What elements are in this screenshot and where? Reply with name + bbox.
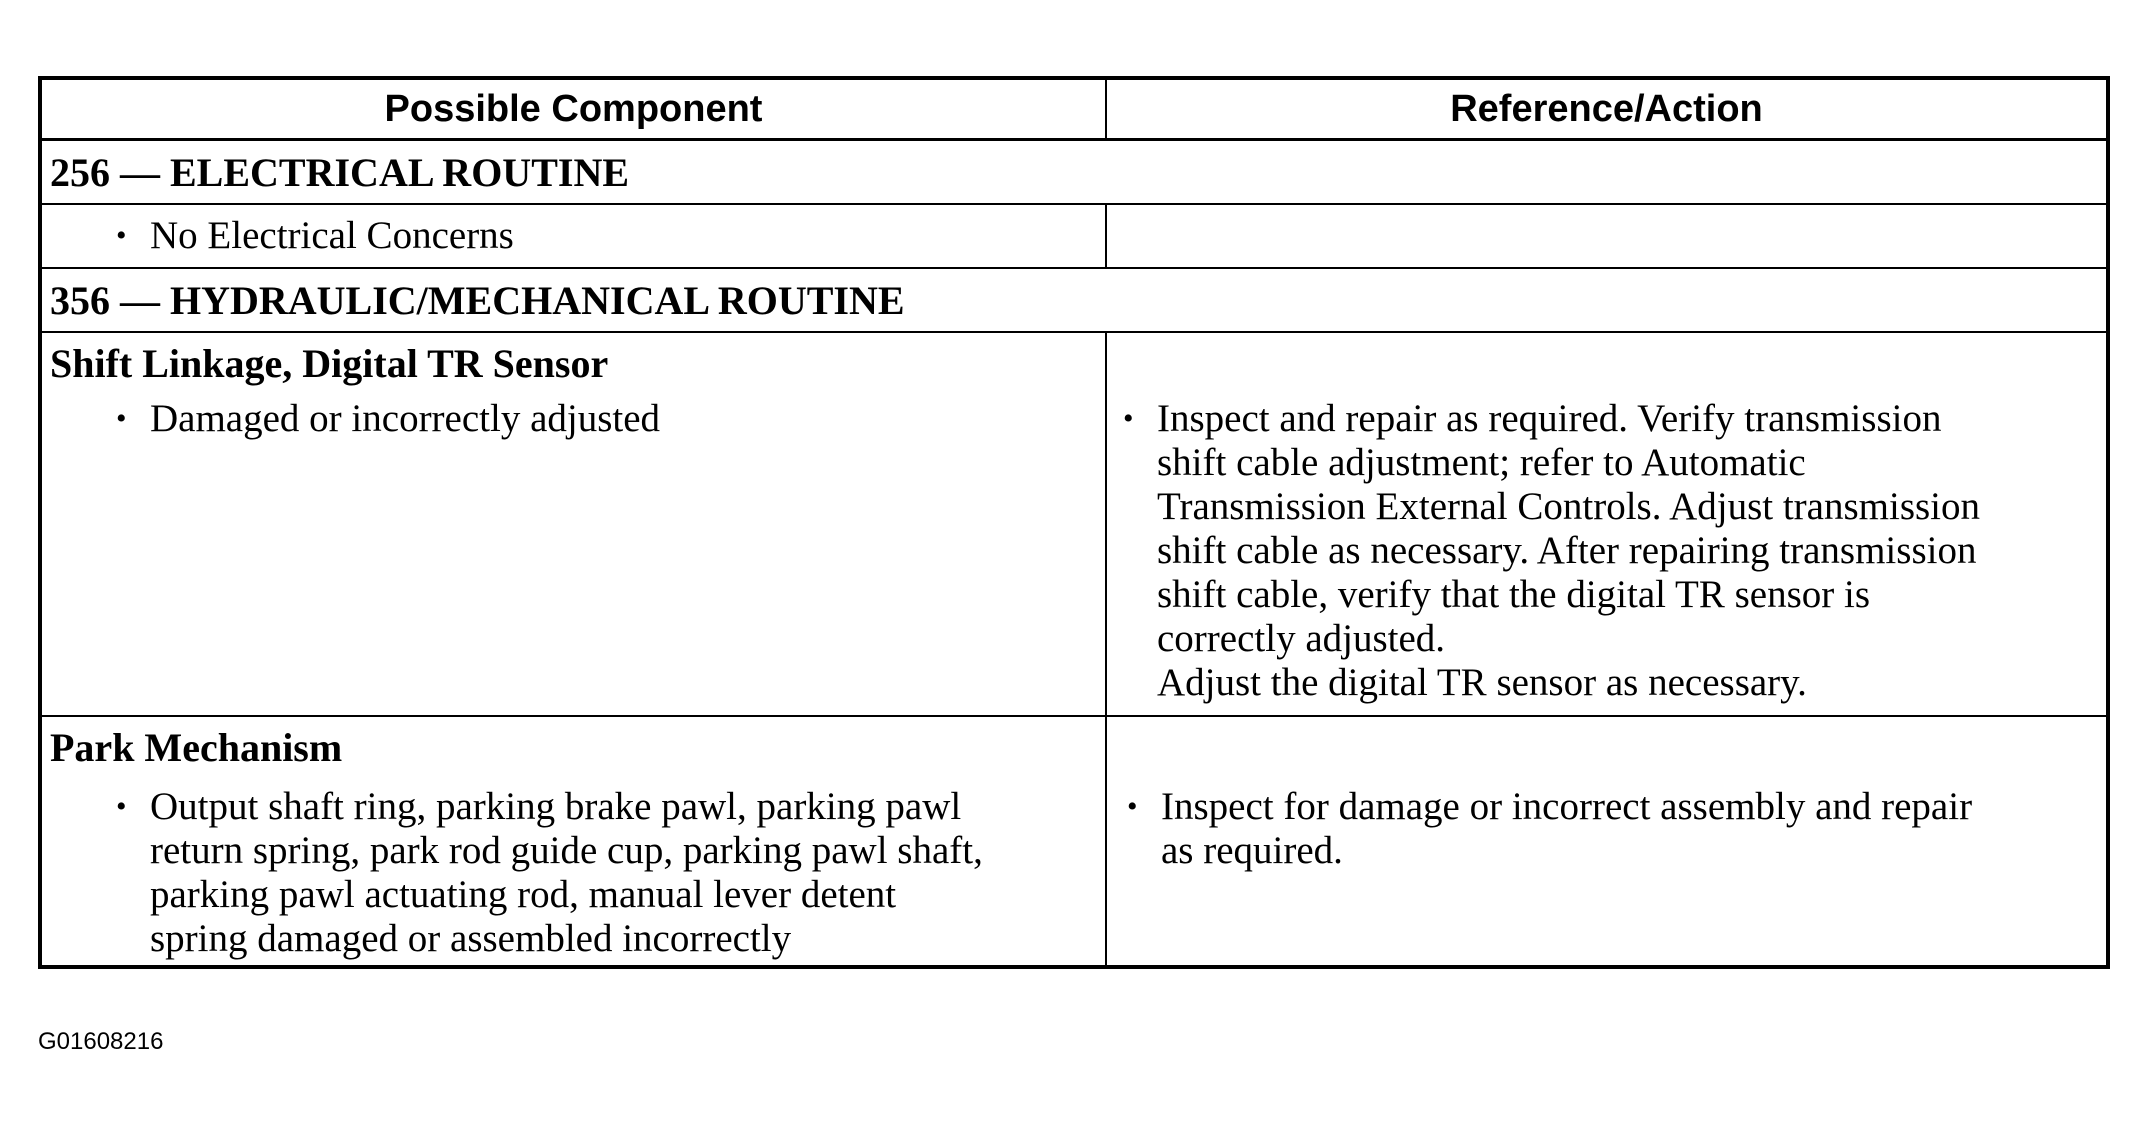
action-line: Transmission External Controls. Adjust transmission — [1157, 485, 1981, 528]
item-line: spring damaged or assembled incorrectly — [150, 917, 792, 960]
header-reference-action: Reference/Action — [1106, 78, 2108, 140]
section-title-hydraulic: 356 — HYDRAULIC/MECHANICAL ROUTINE — [40, 268, 2108, 332]
bullet-icon: • — [1127, 790, 1138, 823]
header-possible-component: Possible Component — [40, 78, 1106, 140]
component-cell-shift-linkage — [40, 332, 1106, 716]
table-row-shift-linkage — [40, 332, 2108, 716]
action-text — [1161, 785, 1972, 873]
section-title-electrical: 256 — ELECTRICAL ROUTINE — [40, 140, 2108, 205]
component-cell-no-electrical — [40, 204, 1106, 268]
bullet-icon: • — [116, 402, 127, 435]
section-row-electrical — [40, 140, 2108, 205]
table-row-park-mechanism — [40, 716, 2108, 967]
component-item-text — [150, 785, 983, 961]
component-title-shift-linkage: Shift Linkage, Digital TR Sensor — [50, 341, 609, 386]
action-line: shift cable as necessary. After repairing transmission — [1157, 529, 1977, 572]
action-tail-line: Adjust the digital TR sensor as necessary. — [1157, 661, 1807, 704]
component-item-text: Damaged or incorrectly adjusted — [150, 397, 661, 440]
item-line: Output shaft ring, parking brake pawl, parking pawl — [150, 785, 962, 828]
bullet-icon: • — [116, 790, 127, 823]
item-line: return spring, park rod guide cup, parking pawl shaft, — [150, 829, 983, 872]
table-row-no-electrical — [40, 204, 2108, 268]
action-line: Inspect for damage or incorrect assembly and repair — [1161, 785, 1973, 828]
bullet-icon: • — [1123, 402, 1134, 435]
action-line: shift cable, verify that the digital TR sensor is — [1157, 573, 1871, 616]
component-item-text: No Electrical Concerns — [150, 214, 514, 257]
action-text — [1157, 397, 1980, 661]
section-row-hydraulic — [40, 268, 2108, 332]
action-cell-shift-linkage — [1106, 332, 2108, 716]
action-cell-empty — [1106, 204, 2108, 268]
component-title-park-mechanism: Park Mechanism — [50, 725, 343, 770]
action-line: as required. — [1161, 829, 1343, 872]
item-line: parking pawl actuating rod, manual lever detent — [150, 873, 897, 916]
component-cell-park-mechanism — [40, 716, 1106, 967]
action-cell-park-mechanism — [1106, 716, 2108, 967]
diagnostic-table — [38, 76, 2110, 969]
figure-id: G01608216 — [38, 1028, 164, 1055]
action-line: correctly adjusted. — [1157, 617, 1446, 660]
header-row — [40, 78, 2108, 140]
action-line: shift cable adjustment; refer to Automatic — [1157, 441, 1806, 484]
bullet-icon: • — [116, 219, 127, 252]
action-line: Inspect and repair as required. Verify transmission — [1157, 397, 1942, 440]
